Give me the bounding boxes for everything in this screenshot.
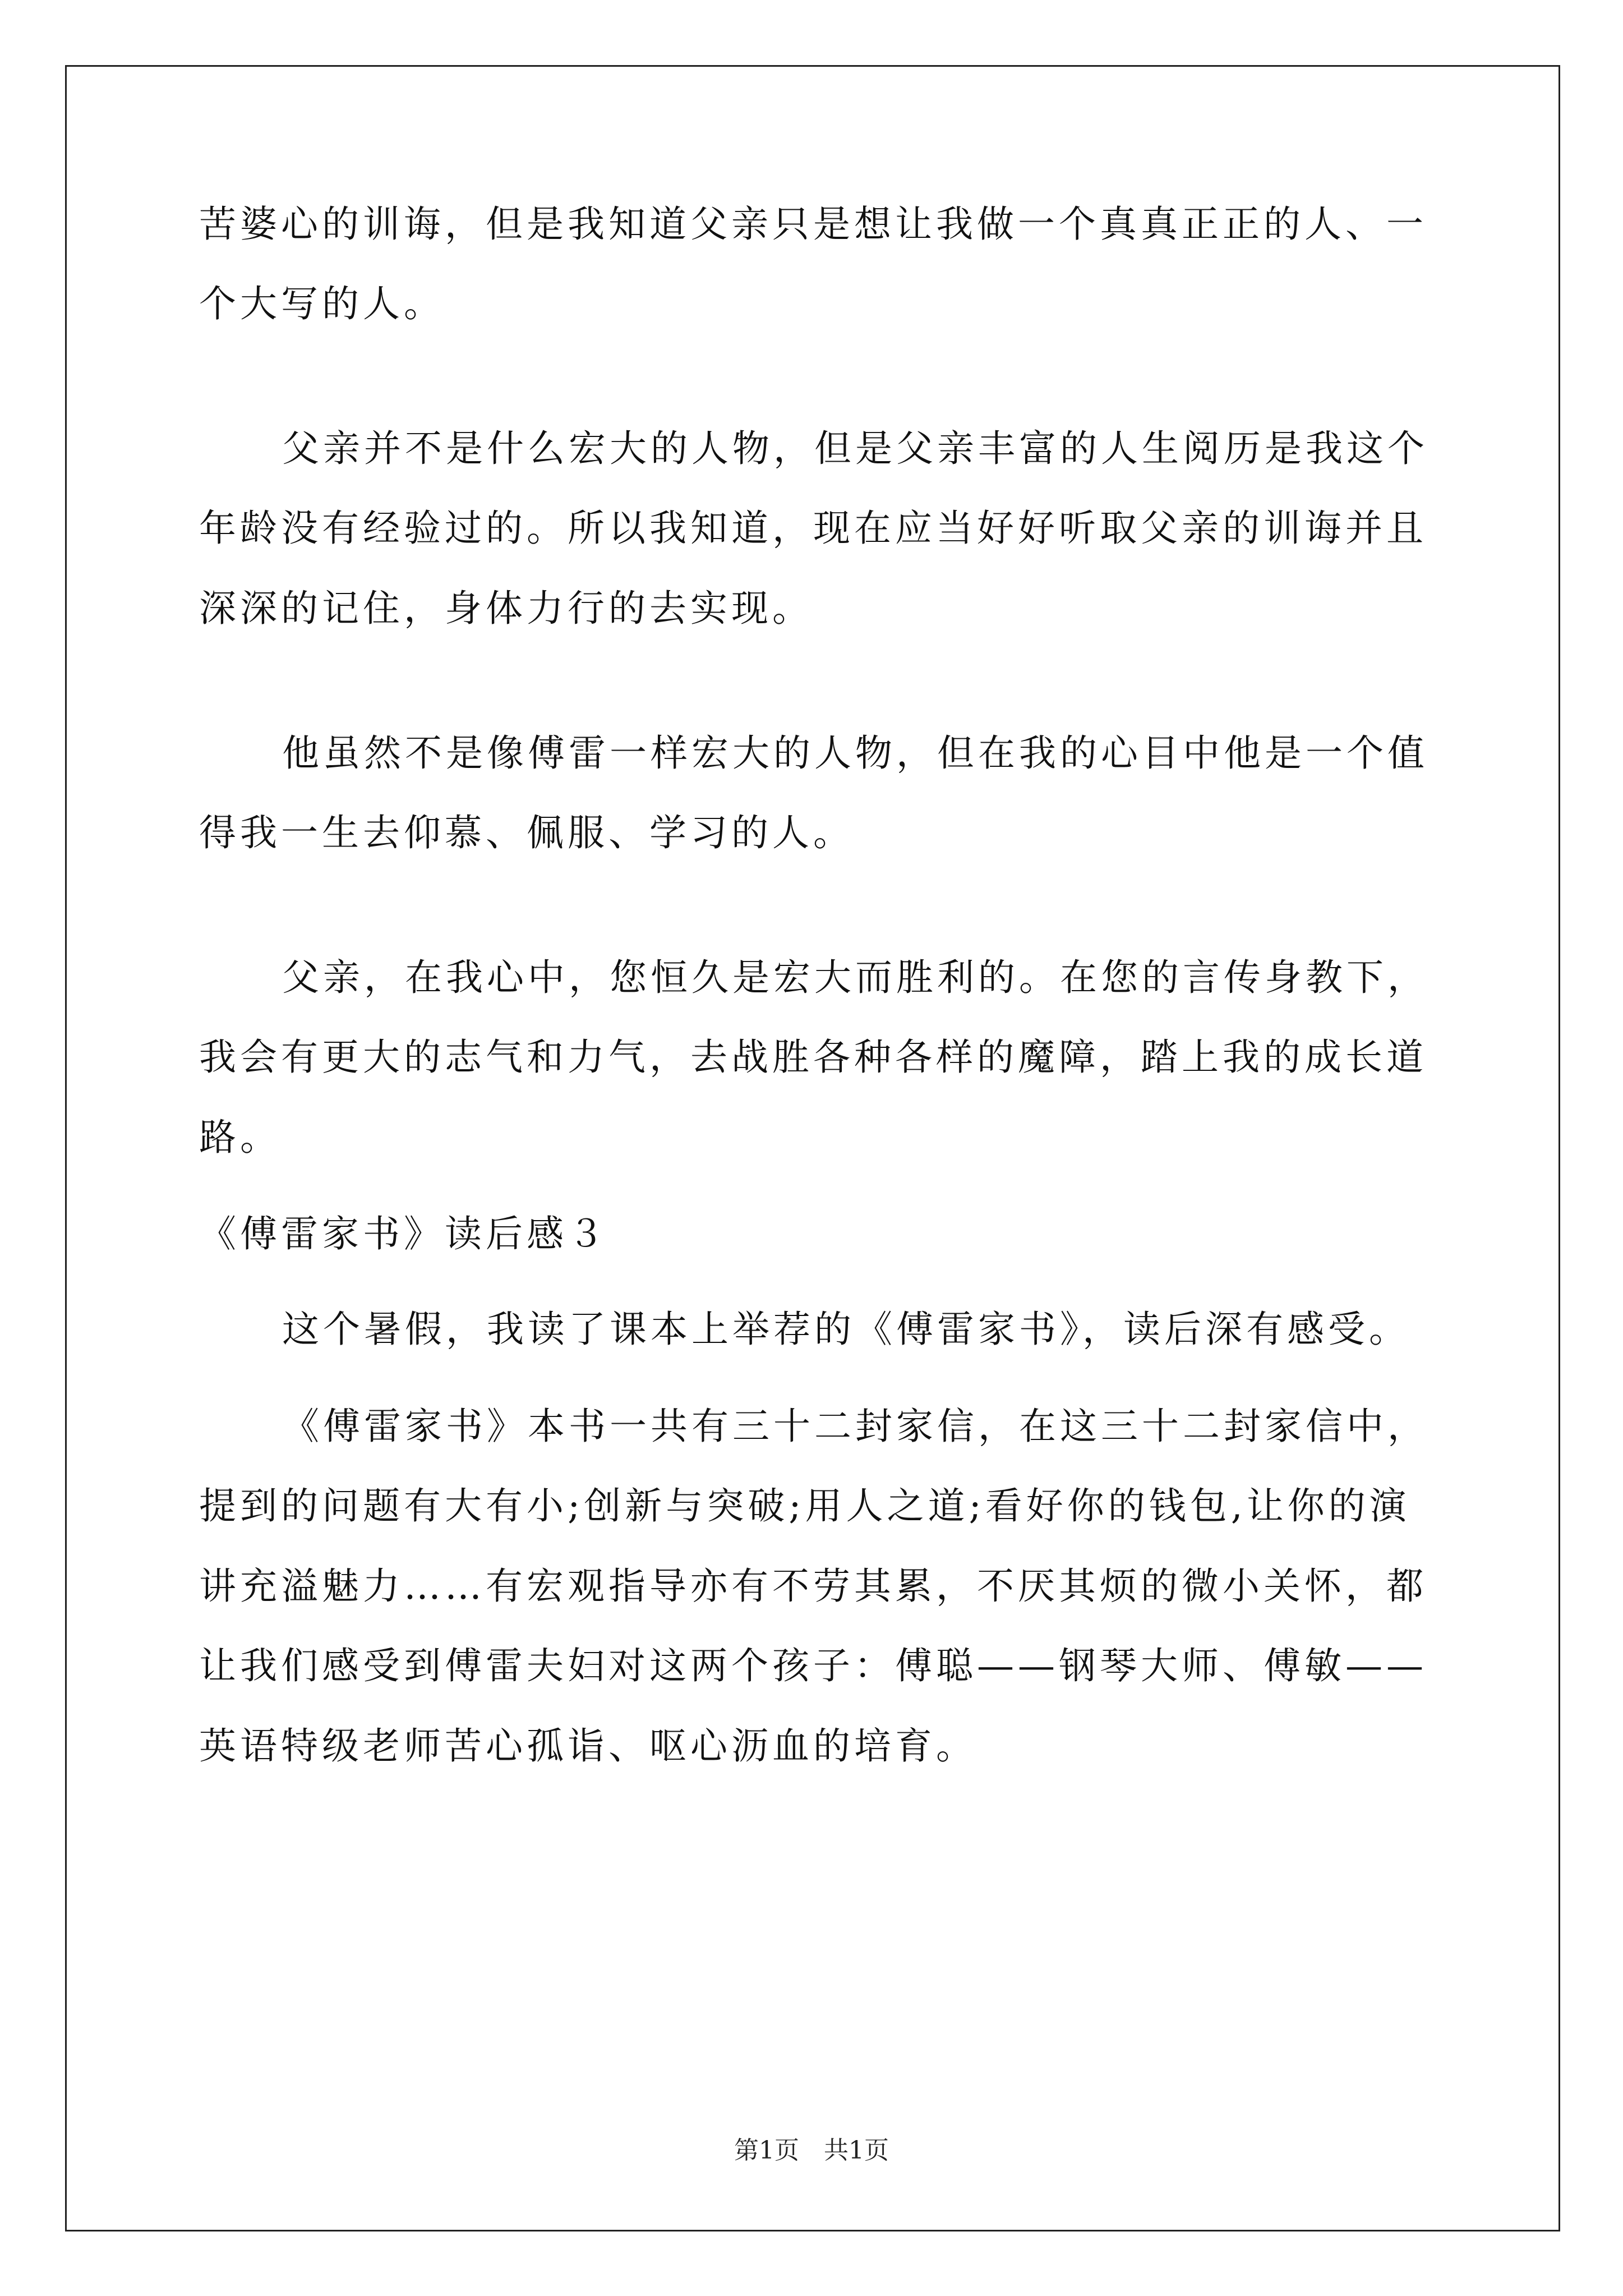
- paragraph-start-line: 这个暑假，我读了课本上举荐的《傅雷家书》，读后深有感受。: [282, 1308, 1410, 1351]
- text-line: 提到的问题有大有小;创新与突破;用人之道;看好你的钱包,让你的演: [199, 1484, 1410, 1527]
- section-heading: 《傅雷家书》读后感３: [199, 1212, 608, 1255]
- text-line: 让我们感受到傅雷夫妇对这两个孩子：傅聪——钢琴大师、傅敏——: [199, 1644, 1427, 1687]
- paragraph-start-line: 《傅雷家书》本书一共有三十二封家信，在这三十二封家信中，: [282, 1405, 1428, 1448]
- text-line: 苦婆心的训诲，但是我知道父亲只是想让我做一个真真正正的人、一: [199, 203, 1427, 246]
- paragraph-start-line: 父亲，在我心中，您恒久是宏大而胜利的。在您的言传身教下，: [282, 956, 1428, 999]
- text-line: 得我一生去仰慕、佩服、学习的人。: [199, 811, 854, 854]
- text-line: 英语特级老师苦心孤诣、呕心沥血的培育。: [199, 1724, 977, 1768]
- text-line: 讲充溢魅力……有宏观指导亦有不劳其累，不厌其烦的微小关怀，都: [199, 1565, 1427, 1608]
- text-line: 路。: [199, 1116, 281, 1159]
- text-line: 深深的记住，身体力行的去实现。: [199, 587, 813, 630]
- paragraph-start-line: 他虽然不是像傅雷一样宏大的人物，但在我的心目中他是一个值: [282, 731, 1428, 775]
- text-line: 个大写的人。: [199, 282, 445, 325]
- page-border: [65, 65, 1560, 2231]
- page-footer: 第1页 共1页: [734, 2136, 889, 2165]
- paragraph-start-line: 父亲并不是什么宏大的人物，但是父亲丰富的人生阅历是我这个: [282, 427, 1428, 470]
- text-line: 我会有更大的志气和力气，去战胜各种各样的魔障，踏上我的成长道: [199, 1036, 1427, 1079]
- text-line: 年龄没有经验过的。所以我知道，现在应当好好听取父亲的训诲并且: [199, 507, 1427, 550]
